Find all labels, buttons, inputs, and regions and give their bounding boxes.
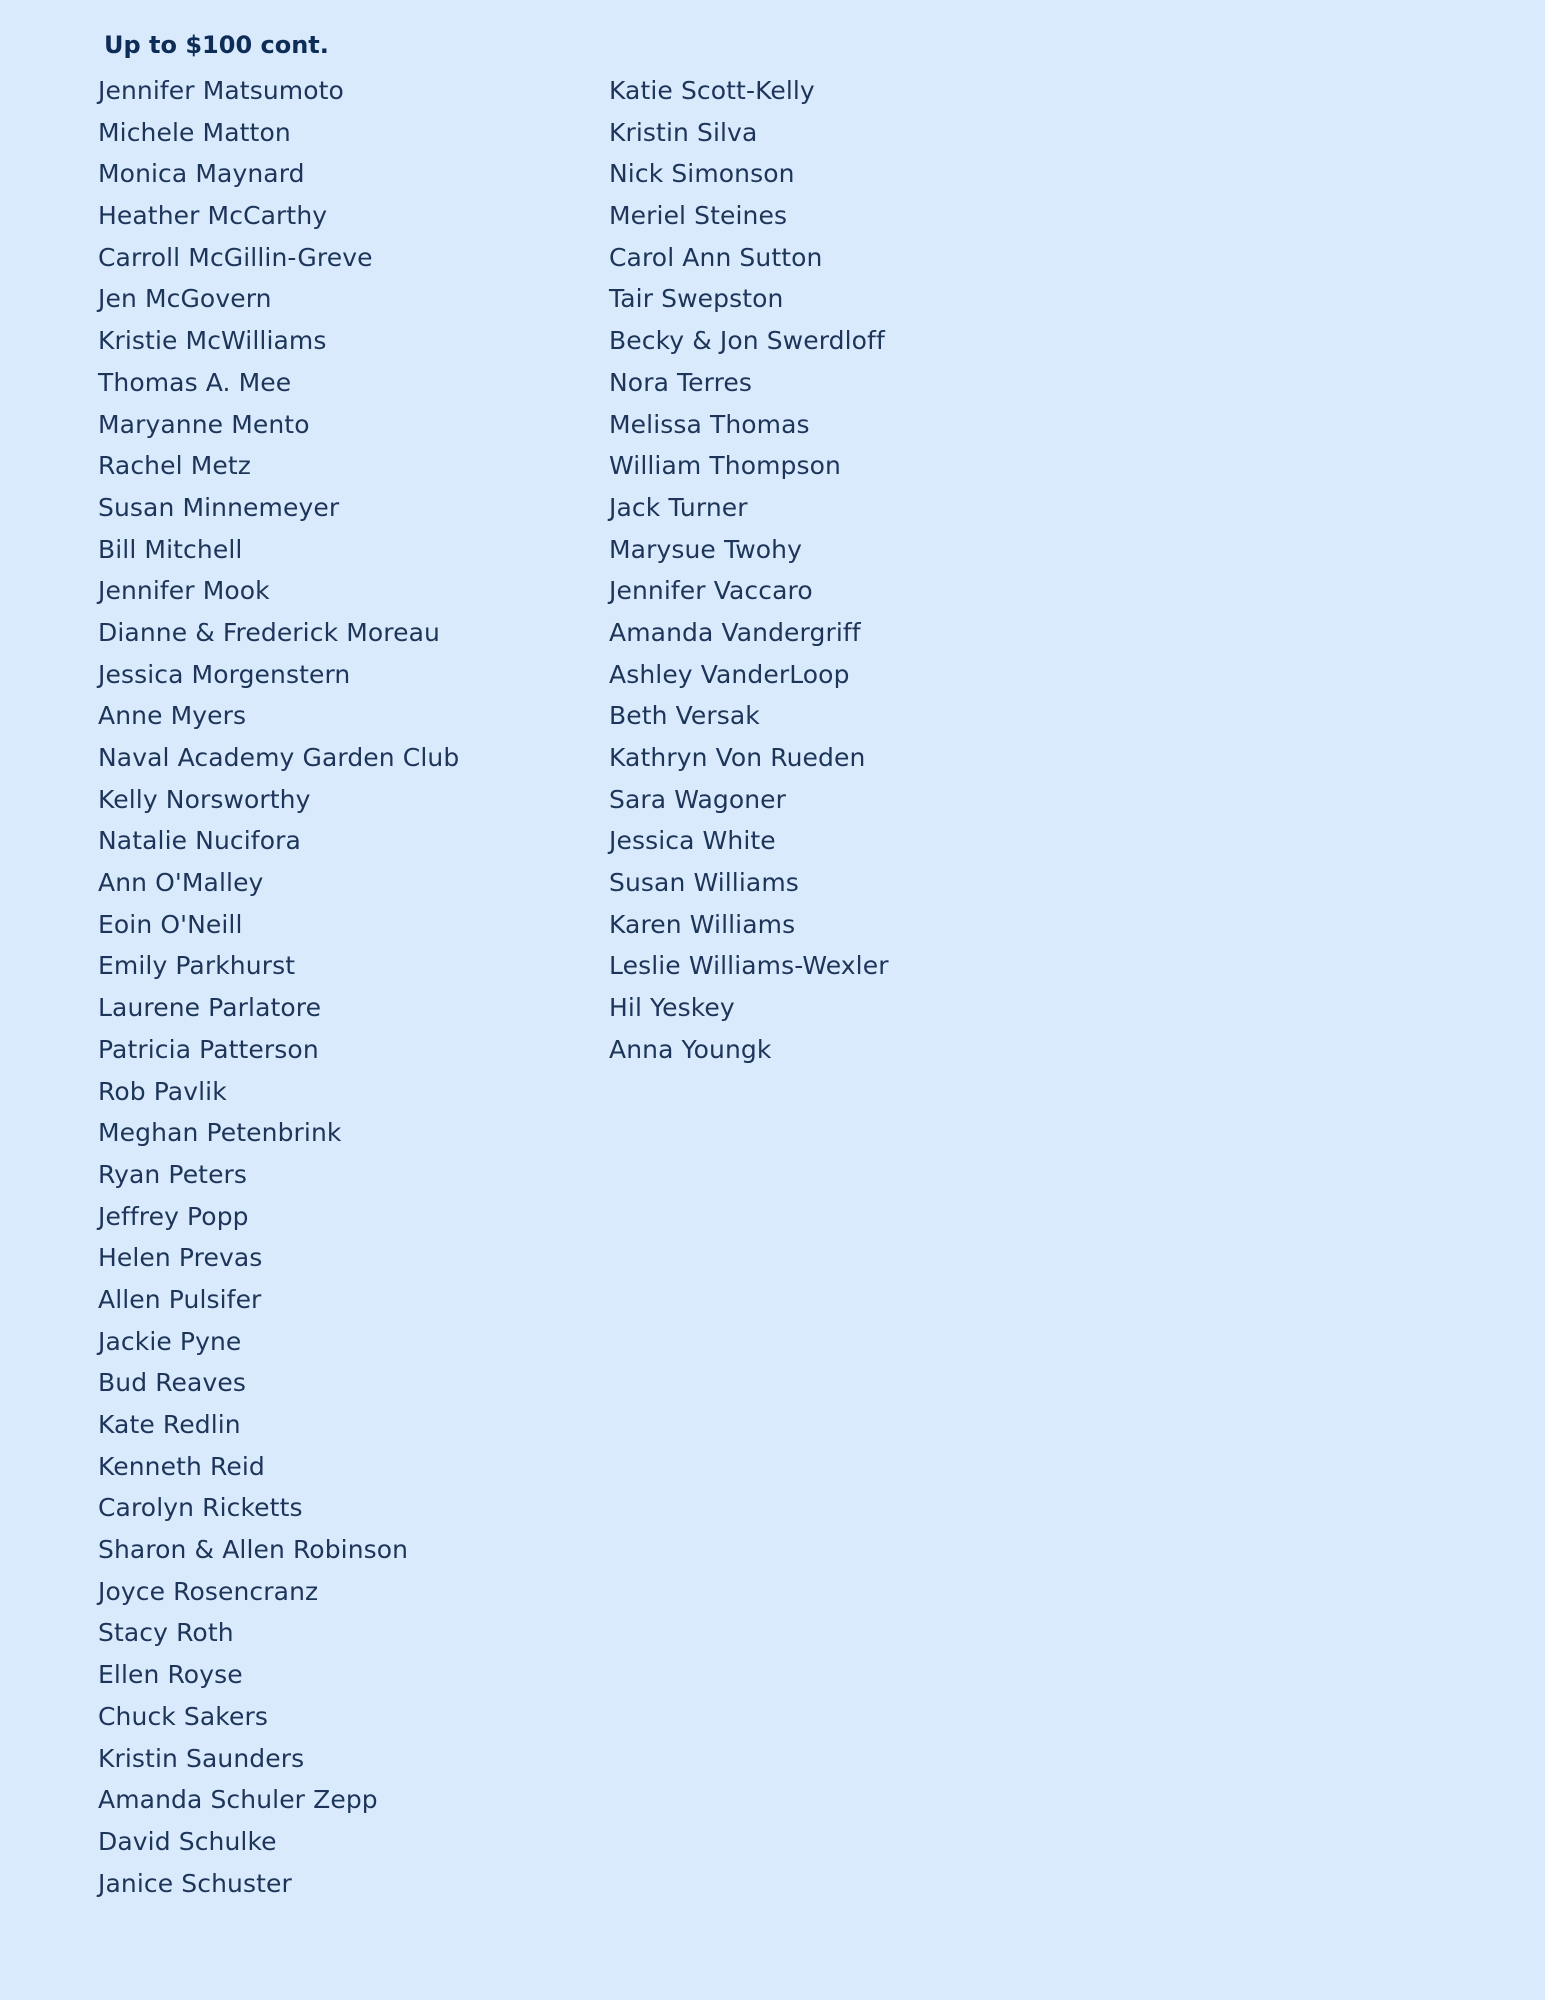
donor-name: Katie Scott-Kelly	[609, 76, 815, 105]
donor-name: Kathryn Von Rueden	[609, 743, 866, 772]
donor-name: Joyce Rosencranz	[98, 1576, 319, 1606]
donor-name: Ellen Royse	[98, 1660, 243, 1690]
donor-name: Kristie McWilliams	[98, 326, 327, 356]
donor-name: Laurene Parlatore	[98, 993, 322, 1023]
donor-name: Bill Mitchell	[98, 534, 243, 564]
donor-list-right	[609, 70, 889, 1071]
donor-name: Carroll McGillin-Greve	[98, 242, 373, 272]
donor-name: Anne Myers	[98, 701, 247, 731]
donor-list-left	[98, 70, 459, 1904]
donor-name: Jennifer Mook	[98, 576, 270, 606]
donor-name: Monica Maynard	[98, 159, 305, 189]
donor-name: Jack Turner	[609, 492, 748, 522]
donor-name: Nick Simonson	[609, 159, 795, 189]
donor-name: Melissa Thomas	[609, 409, 810, 439]
donor-name: Naval Academy Garden Club	[98, 743, 460, 772]
donor-name: Kenneth Reid	[98, 1451, 265, 1481]
donor-name: Kate Redlin	[98, 1410, 241, 1439]
donor-name: Michele Matton	[98, 117, 291, 147]
donor-name: Jen McGovern	[98, 284, 272, 314]
donor-name: Sara Wagoner	[609, 784, 787, 814]
donor-name: Thomas A. Mee	[98, 367, 292, 397]
donor-name: Jennifer Vaccaro	[609, 576, 813, 606]
donor-name: Tair Swepston	[609, 284, 784, 314]
donor-name: Dianne & Frederick Moreau	[98, 617, 440, 647]
donor-name: Eoin O'Neill	[98, 909, 243, 939]
donor-name: Ann O'Malley	[98, 868, 264, 898]
donor-name: Anna Youngk	[609, 1034, 772, 1064]
donor-name: Stacy Roth	[98, 1618, 234, 1648]
donor-name: Helen Prevas	[98, 1243, 263, 1273]
donor-name: Jennifer Matsumoto	[98, 76, 344, 105]
section-heading: Up to $100 cont.	[104, 31, 329, 59]
donor-name: Janice Schuster	[98, 1868, 292, 1898]
donor-name: Susan Minnemeyer	[98, 492, 340, 522]
donor-name: Carolyn Ricketts	[98, 1493, 303, 1523]
donor-name: Amanda Schuler Zepp	[98, 1785, 378, 1815]
donor-name: Susan Williams	[609, 868, 799, 898]
donor-name: Rachel Metz	[98, 451, 251, 481]
donor-name: Chuck Sakers	[98, 1701, 268, 1731]
donor-name: Becky & Jon Swerdloff	[609, 326, 885, 356]
donor-name: Meriel Steines	[609, 201, 788, 231]
donor-name: Patricia Patterson	[98, 1034, 319, 1064]
donor-name: Jessica White	[609, 826, 776, 856]
donor-name: Bud Reaves	[98, 1368, 246, 1398]
donor-name: Kristin Saunders	[98, 1743, 305, 1773]
donor-name: William Thompson	[609, 451, 841, 481]
donor-name: Beth Versak	[609, 701, 760, 731]
donor-name: Hil Yeskey	[609, 993, 735, 1023]
donor-name: Karen Williams	[609, 909, 796, 939]
donor-name: Marysue Twohy	[609, 534, 802, 564]
donor-name: Sharon & Allen Robinson	[98, 1535, 409, 1565]
donor-name: Leslie Williams-Wexler	[609, 951, 889, 981]
donor-name: Kelly Norsworthy	[98, 784, 311, 814]
donor-name: Meghan Petenbrink	[98, 1118, 342, 1148]
donor-name: Rob Pavlik	[98, 1076, 227, 1106]
donor-name: Nora Terres	[609, 367, 753, 397]
donor-name: Allen Pulsifer	[98, 1284, 262, 1314]
donor-name: Carol Ann Sutton	[609, 242, 823, 272]
donor-name: Ryan Peters	[98, 1159, 248, 1189]
donor-name: Natalie Nucifora	[98, 826, 301, 856]
donor-name: Jessica Morgenstern	[98, 659, 351, 689]
donor-name: Emily Parkhurst	[98, 951, 296, 981]
donor-name: Ashley VanderLoop	[609, 659, 850, 689]
donor-name: Jackie Pyne	[98, 1326, 242, 1356]
donor-name: Amanda Vandergriff	[609, 617, 861, 647]
donor-name: Heather McCarthy	[98, 201, 328, 231]
donor-name: Maryanne Mento	[98, 409, 310, 439]
donor-name: Kristin Silva	[609, 117, 758, 147]
donor-name: David Schulke	[98, 1826, 277, 1856]
donor-name: Jeffrey Popp	[98, 1201, 249, 1231]
